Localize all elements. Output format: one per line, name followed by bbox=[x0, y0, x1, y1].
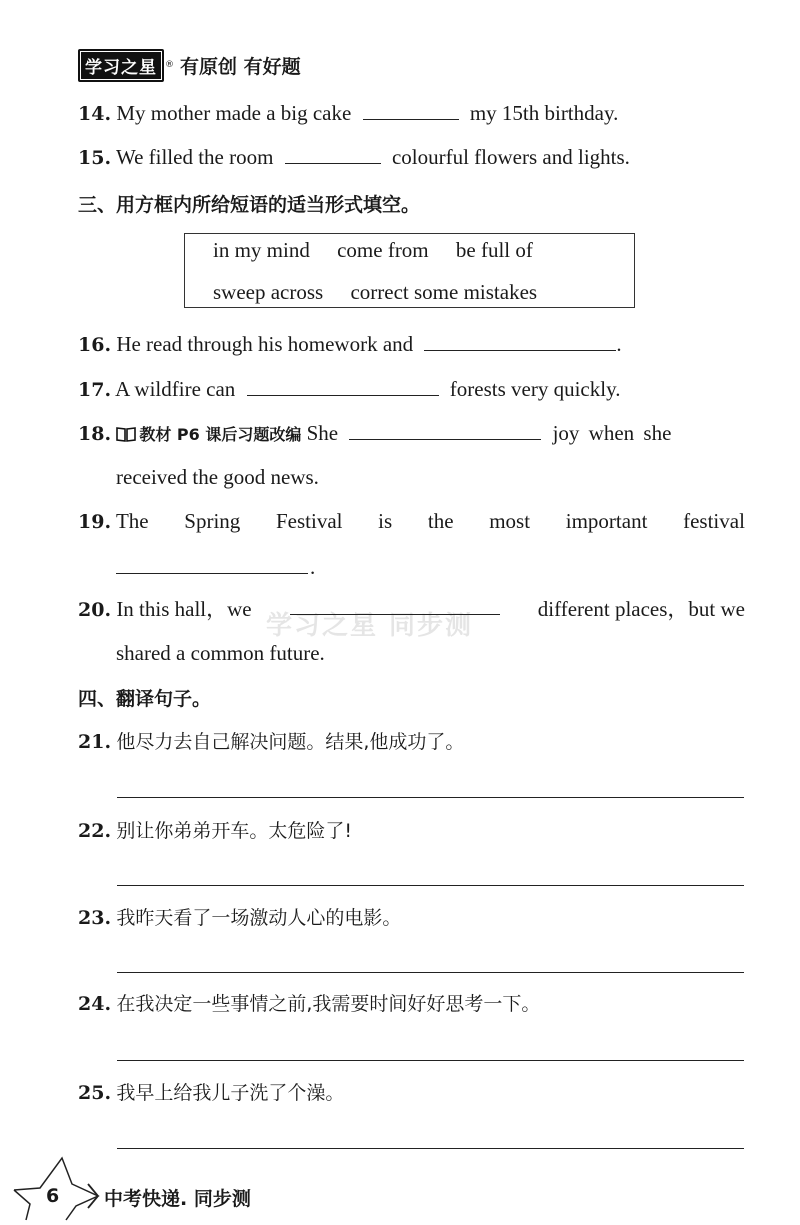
brand-logo: 学习之星 bbox=[78, 49, 164, 82]
translation-25 bbox=[78, 1077, 344, 1108]
question-15 bbox=[78, 142, 630, 173]
question-text-before: In this hall，we bbox=[116, 597, 252, 621]
phrase-box bbox=[184, 233, 635, 308]
phrase: in my mind bbox=[213, 238, 310, 262]
answer-blank[interactable] bbox=[116, 553, 308, 574]
question-19 bbox=[78, 506, 745, 537]
book-icon bbox=[116, 426, 136, 442]
word: the bbox=[427, 509, 454, 533]
question-18-line-2: received the good news. bbox=[116, 465, 319, 489]
word: The bbox=[115, 509, 149, 533]
question-text-after: . bbox=[310, 555, 316, 579]
answer-line[interactable] bbox=[117, 797, 744, 798]
answer-blank[interactable] bbox=[247, 375, 439, 396]
answer-line[interactable] bbox=[117, 885, 744, 886]
translation-22 bbox=[78, 815, 352, 846]
question-text-after: forests very quickly. bbox=[449, 377, 621, 401]
answer-blank[interactable] bbox=[363, 99, 459, 120]
question-text-before: She bbox=[306, 421, 339, 445]
question-number: 19. bbox=[78, 511, 112, 533]
phrase: sweep across bbox=[213, 280, 324, 304]
answer-line[interactable] bbox=[117, 1148, 744, 1149]
translation-21 bbox=[78, 726, 464, 757]
question-20 bbox=[78, 594, 745, 625]
word: most bbox=[489, 509, 531, 533]
section-4-title: 四、翻译句子。 bbox=[78, 688, 212, 710]
header-slogan: 有原创 有好题 bbox=[180, 55, 301, 78]
phrase-row-1 bbox=[213, 238, 555, 263]
question-number: 23. bbox=[78, 907, 112, 929]
phrase-row-2 bbox=[213, 280, 559, 305]
question-16 bbox=[78, 329, 622, 360]
question-number: 18. bbox=[78, 423, 112, 445]
word: Festival bbox=[275, 509, 343, 533]
question-text-before: He read through his homework and bbox=[116, 332, 414, 356]
question-number: 21. bbox=[78, 731, 112, 753]
question-20-line-2: shared a common future. bbox=[116, 641, 325, 665]
question-number: 20. bbox=[78, 599, 112, 621]
question-19-line-2 bbox=[116, 552, 315, 582]
registered-mark: ® bbox=[165, 60, 174, 70]
word: Spring bbox=[184, 509, 241, 533]
chinese-sentence: 别让你弟弟开车。太危险了! bbox=[116, 820, 352, 842]
word: festival bbox=[683, 509, 745, 533]
chinese-sentence: 我早上给我儿子洗了个澡。 bbox=[116, 1082, 345, 1104]
translation-24 bbox=[78, 988, 540, 1019]
phrase: be full of bbox=[455, 238, 533, 262]
answer-blank[interactable] bbox=[290, 594, 500, 615]
chinese-sentence: 我昨天看了一场激动人心的电影。 bbox=[116, 907, 402, 929]
word: important bbox=[565, 509, 648, 533]
question-number: 15. bbox=[78, 147, 112, 169]
question-text-after: colourful flowers and lights. bbox=[391, 145, 630, 169]
phrase: correct some mistakes bbox=[350, 280, 538, 304]
question-text-before: My mother made a big cake bbox=[116, 101, 352, 125]
question-number: 24. bbox=[78, 993, 112, 1015]
question-text-before: We filled the room bbox=[115, 145, 274, 169]
footer-title: 中考快递. 同步测 bbox=[104, 1188, 251, 1210]
question-number: 17. bbox=[78, 379, 112, 401]
question-text-after: different places，but we bbox=[537, 597, 745, 621]
page-header bbox=[78, 50, 301, 80]
answer-blank[interactable] bbox=[349, 419, 541, 440]
question-text-before: A wildfire can bbox=[115, 377, 236, 401]
question-18 bbox=[78, 418, 671, 450]
answer-blank[interactable] bbox=[424, 330, 616, 351]
answer-blank[interactable] bbox=[285, 143, 381, 164]
page-number: 6 bbox=[46, 1185, 60, 1207]
chinese-sentence: 他尽力去自己解决问题。结果,他成功了。 bbox=[116, 731, 465, 753]
answer-line[interactable] bbox=[117, 972, 744, 973]
watermark: 学习之星 同步测 bbox=[266, 611, 474, 641]
question-text-after: my 15th birthday. bbox=[469, 101, 619, 125]
question-number: 16. bbox=[78, 334, 112, 356]
answer-line[interactable] bbox=[117, 1060, 744, 1061]
textbook-tag: 教材 P6 课后习题改编 bbox=[139, 425, 302, 444]
chinese-sentence: 在我决定一些事情之前,我需要时间好好思考一下。 bbox=[116, 993, 541, 1015]
question-number: 22. bbox=[78, 820, 112, 842]
translation-23 bbox=[78, 902, 401, 933]
question-14 bbox=[78, 98, 618, 129]
question-number: 14. bbox=[78, 103, 112, 125]
question-text-after: joy when she bbox=[552, 421, 672, 445]
question-17 bbox=[78, 374, 620, 405]
phrase: come from bbox=[337, 238, 429, 262]
question-text-after: . bbox=[616, 332, 622, 356]
section-3-title: 三、用方框内所给短语的适当形式填空。 bbox=[78, 194, 421, 216]
question-number: 25. bbox=[78, 1082, 112, 1104]
word: is bbox=[378, 509, 393, 533]
